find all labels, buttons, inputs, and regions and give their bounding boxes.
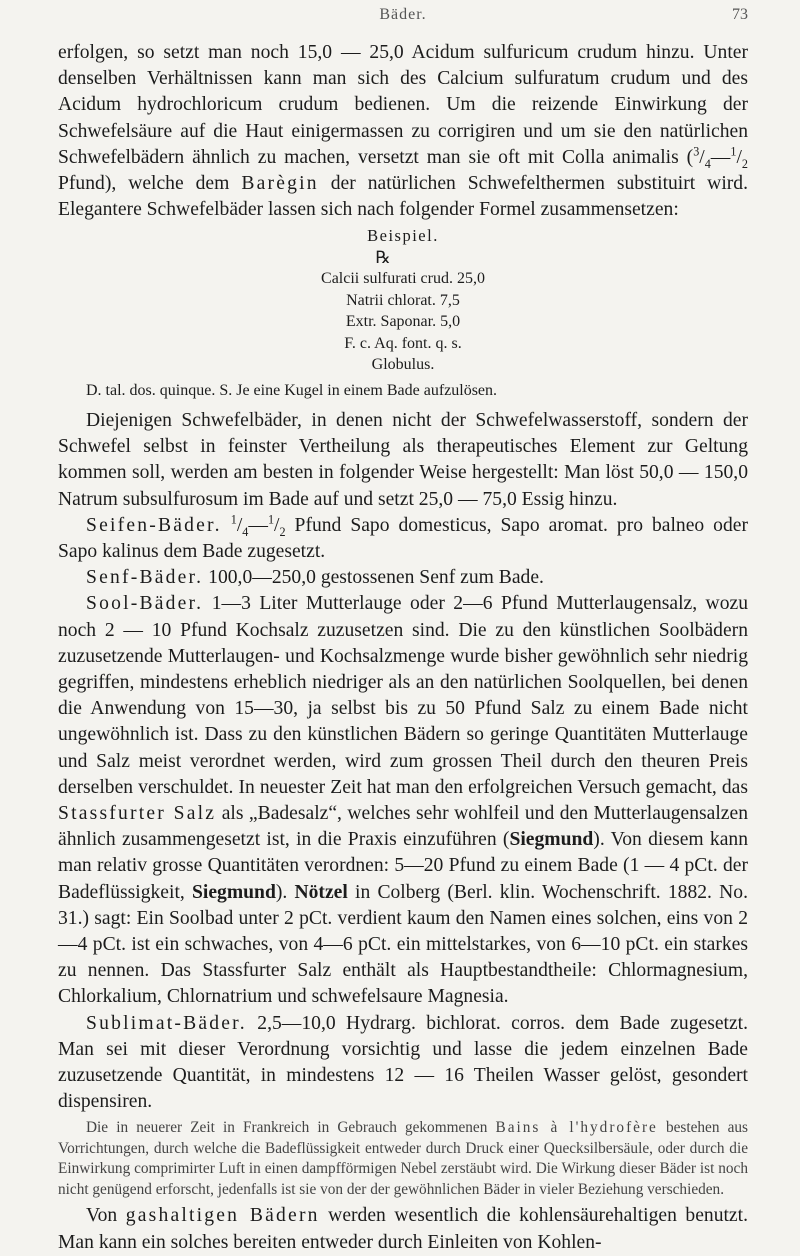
p8-text1: Von — [86, 1205, 126, 1227]
paragraph-sool-baeder — [58, 591, 748, 1010]
p5-text2: als „Badesalz“, welches sehr wohlfeil und den Mutterlaugensalzen ähnlich zusammengesetzt ist, in die Praxis einzuführen ( — [58, 802, 748, 851]
stassfurter-salz: Stassfurter Salz — [58, 802, 217, 824]
recipe-line: Globulus. — [371, 356, 435, 374]
recipe-line: F. c. Aq. font. q. s. — [344, 334, 462, 352]
author-siegmund: Siegmund — [509, 829, 594, 851]
p1-baregin: Barègin — [241, 173, 319, 195]
recipe-line: Natrii chlorat. 7,5 — [346, 291, 460, 309]
senf-label: Senf-Bäder. — [86, 567, 204, 589]
p7-text1: Die in neuerer Zeit in Frankreich in Gebrauch gekommenen — [86, 1119, 496, 1137]
p3-text: Pfund Sapo domesticus, Sapo aromat. pro balneo oder Sapo kalinus dem Bade zugesetzt. — [58, 514, 748, 562]
p1-frac2-sep: / — [736, 146, 742, 168]
author-noetzel: Nötzel — [294, 881, 348, 903]
sool-label: Sool-Bäder. — [86, 593, 204, 615]
bains-hydrofere: Bains à l'hydrofère — [495, 1119, 658, 1137]
p5-text3: ). Von diesem kann man relativ grosse Quantitäten verordnen: 5—20 Pfund zu einem Bade (1 — 4 pCt. der Badeflüssigkeit, — [58, 829, 748, 903]
p1-frac1-den: 4 — [704, 156, 711, 171]
p3-frac1-sep: / — [236, 514, 243, 536]
paragraph-gashaltige-baeder — [58, 1203, 748, 1255]
page-number: 73 — [732, 6, 748, 23]
running-title: Bäder. — [379, 6, 427, 23]
paragraph-schwefel-fein: Diejenigen Schwefelbäder, in denen nicht der Schwefelwasserstoff, sondern der Schwefel selbst in feinster Vertheilung als therapeutisches Element zur Geltung kommen soll, werden am besten in folgender Weise hergestellt: Man löst 50,0 — 150,0 Natrum subsulfurosum im Bade auf und setzt 25,0 — 75,0 Essig hinzu. — [58, 409, 748, 510]
running-head — [58, 0, 748, 40]
paragraph-senf-baeder — [58, 565, 748, 591]
recipe-symbol: ℞ — [375, 247, 391, 267]
p3-frac2-num: 1 — [267, 512, 275, 527]
paragraph-sublimat-baeder — [58, 1011, 748, 1116]
p1-frac1-num: 3 — [693, 144, 700, 159]
p1-text: erfolgen, so setzt man noch 15,0 — 25,0 Acidum sulfuricum crudum hinzu. Unter denselben Verhältnissen kann man sich des Calcium sulfuratum crudum und des Acidum hydrochloricum crudum bedienen. Um die reizende Einwirkung der Schwefelsäure auf die Haut einigermassen zu corrigiren und um sie den natürlichen Schwefelbädern ähnlich zu machen, versetzt man sie oft mit Colla animalis ( — [58, 42, 748, 168]
p3-dash: — — [248, 514, 268, 536]
author-siegmund: Siegmund — [192, 881, 276, 903]
p3-frac1-num: 1 — [230, 512, 237, 527]
p5-text5: in Colberg (Berl. klin. Wochenschrift. 1882. No. 31.) sagt: Ein Soolbad unter 2 pCt. verdient kaum den Namen eines solchen, eins von 2—4 pCt. ist ein schwaches, von 4—6 pCt. ein mittelstarkes, von 6—10 pCt. ein starkes zu nennen. Das Stassfurter Salz enthält als Hauptbestandtheile: Chlormagnesium, Chlorkalium, Chlornatrium und schwefelsaure Magnesia. — [58, 881, 748, 1008]
p4-text: 100,0—250,0 gestossenen Senf zum Bade. — [203, 567, 544, 589]
paragraph-seifen-baeder — [58, 513, 748, 565]
paragraph-schwefel-continued — [58, 40, 748, 223]
paragraph-hydrofere-small — [58, 1118, 748, 1200]
recipe-block — [58, 225, 748, 376]
p3-frac2-sep: / — [274, 514, 280, 536]
p5-text1: 1—3 Liter Mutterlauge oder 2—6 Pfund Mutterlaugensalz, wozu noch 2 — 10 Pfund Kochsalz zuzusetzen sind. Die zu den künstlichen Soolbädern zuzusetzende Mutterlaugen- und Kochsalzmenge wurde bisher gewöhnlich sehr niedrig gegriffen, mindestens erheblich niedriger als an den natürlichen Soolquellen, bei denen die Anwendung von 15—30, ja selbst bis zu 50 Pfund Salz zu einem Bade nicht ungewöhnlich ist. Dass zu den künstlichen Bädern so geringe Quantitäten Mutterlauge und Salz meist verordnet werden, wird zum grossen Theil durch den theuren Preis derselben verschuldet. In neuester Zeit hat man den erfolgreichen Versuch gemacht, das — [58, 593, 748, 798]
seifen-label: Seifen-Bäder. — [86, 514, 222, 536]
p6-text: 2,5—10,0 Hydrarg. bichlorat. corros. dem Bade zugesetzt. Man sei mit dieser Verordnung vorsichtig und lasse die jedem einzelnen Bade zuzusetzende Quantität, in mindestens 12 — 16 Theilen Wasser gelöst, gesondert dispensiren. — [58, 1012, 748, 1113]
recipe-heading: Beispiel. — [367, 226, 439, 246]
recipe-line: Calcii sulfurati crud. 25,0 — [321, 270, 485, 288]
p8-text2: werden wesentlich die kohlensäurehaltigen benutzt. Man kann ein solches bereiten entweder durch Einleiten von Kohlen- — [58, 1205, 748, 1253]
recipe-line: Extr. Saponar. 5,0 — [345, 313, 461, 331]
p1-tail: der natürlichen Schwefelthermen substituirt wird. Elegantere Schwefelbäder lassen sich nach folgender Formel zusammensetzen: — [58, 173, 748, 221]
sublimat-label: Sublimat-Bäder. — [86, 1012, 247, 1034]
p1-mid: Pfund), welche dem — [58, 173, 242, 195]
recipe-signa: D. tal. dos. quinque. S. Je eine Kugel in einem Bade aufzulösen. — [86, 381, 498, 399]
p1-frac2-den: 2 — [741, 156, 748, 171]
gashaltige-baeder-term: gashaltigen Bädern — [125, 1205, 320, 1227]
p3-frac1-den: 4 — [242, 524, 249, 539]
p3-frac2-den: 2 — [279, 524, 286, 539]
p1-dash: — — [710, 146, 731, 168]
p5-text4: ). — [275, 881, 295, 903]
p1-frac1-sep: / — [699, 146, 705, 168]
p7-text2: bestehen aus Vorrichtungen, durch welche die Badeflüssigkeit entweder durch Druck einer Quecksilbersäule, oder durch die Einwirkung comprimirter Luft in einen dampfförmigen Nebel zerstäubt wird. Die Wirkung dieser Bäder ist noch nicht genügend erforscht, jedenfalls ist sie von der der gewöhnlichen Bäder in vieler Beziehung verschieden. — [58, 1119, 748, 1198]
p1-frac2-num: 1 — [730, 144, 737, 159]
